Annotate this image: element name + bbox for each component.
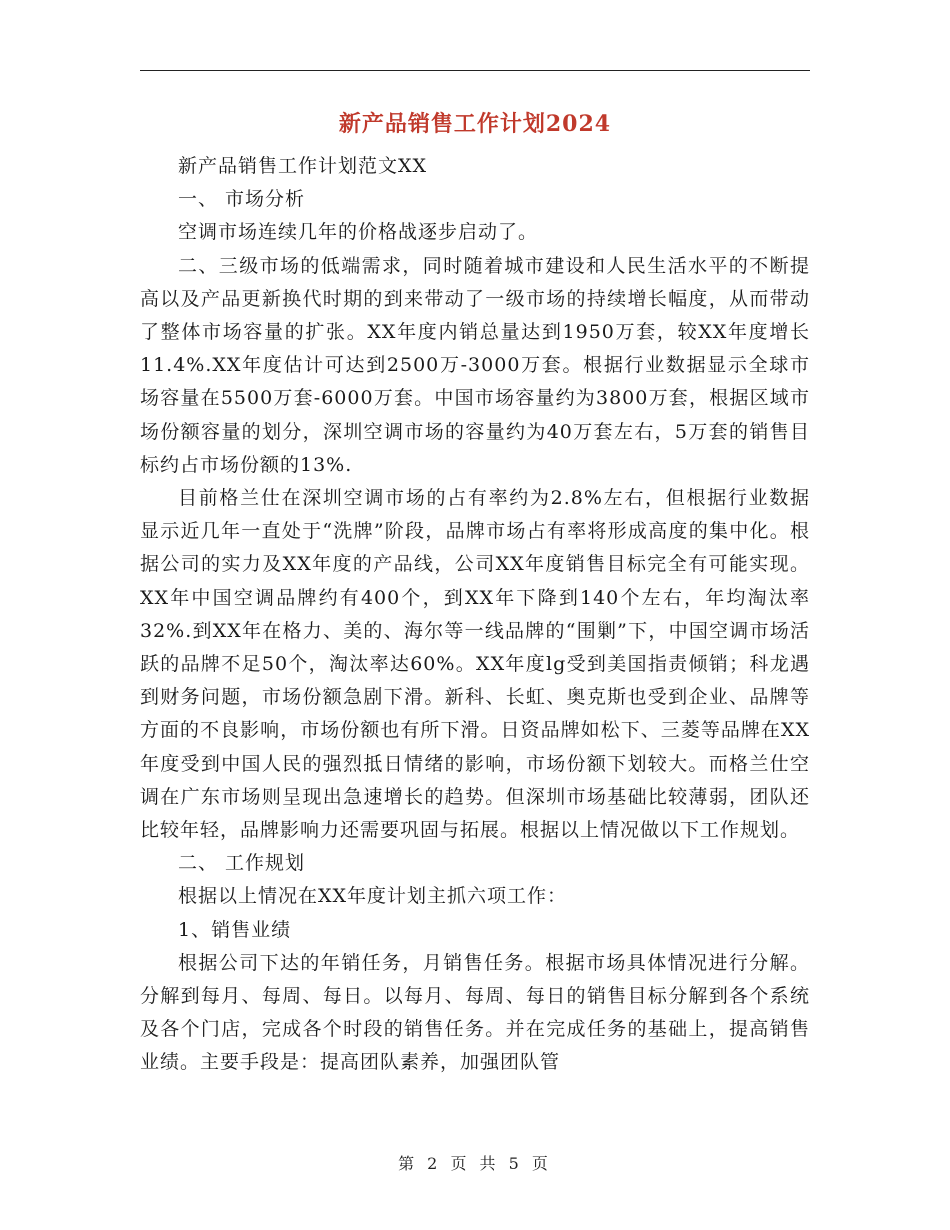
- paragraph: 目前格兰仕在深圳空调市场的占有率约为2.8%左右，但根据行业数据显示近几年一直处于“洗牌”阶段，品牌市场占有率将形成高度的集中化。根据公司的实力及XX年度的产品线，公司XX年度销售目标完全有可能实现。XX年中国空调品牌约有400个，到XX年下降到140个左右，年均淘汰率32%.到XX年在格力、美的、海尔等一线品牌的“围剿”下，中国空调市场活跃的品牌不足50个，淘汰率达60%。XX年度lg受到美国指责倾销；科龙遇到财务问题，市场份额急剧下滑。新科、长虹、奥克斯也受到企业、品牌等方面的不良影响，市场份额也有所下滑。日资品牌如松下、三菱等品牌在XX年度受到中国人民的强烈抵日情绪的影响，市场份额下划较大。而格兰仕空调在广东市场则呈现出急速增长的趋势。但深圳市场基础比较薄弱，团队还比较年轻，品牌影响力还需要巩固与拓展。根据以上情况做以下工作规划。: [140, 487, 810, 842]
- document-title: 新产品销售工作计划2024: [338, 111, 612, 137]
- section-heading-market-analysis: 一、 市场分析: [178, 188, 306, 211]
- section-heading-work-plan: 二、 工作规划: [178, 852, 306, 875]
- page-number: 第 2 页 共 5 页: [398, 1154, 552, 1173]
- header-divider: [140, 70, 810, 71]
- paragraph: 二、三级市场的低端需求，同时随着城市建设和人民生活水平的不断提高以及产品更新换代时期的到来带动了一级市场的持续增长幅度，从而带动了整体市场容量的扩张。XX年度内销总量达到1950万套，较XX年度增长11.4%.XX年度估计可达到2500万-3000万套。根据行业数据显示全球市场容量在5500万套-6000万套。中国市场容量约为3800万套，根据区域市场份额容量的划分，深圳空调市场的容量约为40万套左右，5万套的销售目标约占市场份额的13%.: [140, 254, 810, 476]
- paragraph: 根据以上情况在XX年度计划主抓六项工作：: [178, 885, 568, 908]
- document-body: [140, 150, 810, 1080]
- paragraph-subtitle: 新产品销售工作计划范文XX: [178, 155, 428, 177]
- paragraph: 空调市场连续几年的价格战逐步启动了。: [178, 221, 539, 244]
- paragraph: 根据公司下达的年销任务，月销售任务。根据市场具体情况进行分解。分解到每月、每周、每日。以每月、每周、每日的销售目标分解到各个系统及各个门店，完成各个时段的销售任务。并在完成任务的基础上，提高销售业绩。主要手段是：提高团队素养，加强团队管: [140, 951, 810, 1074]
- subsection-heading-sales: 1、销售业绩: [178, 918, 292, 941]
